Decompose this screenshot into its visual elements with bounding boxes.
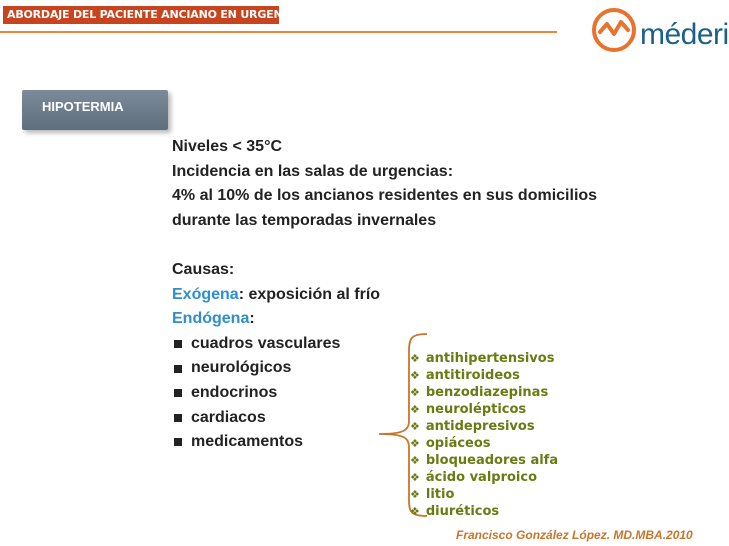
mederi-logo — [590, 4, 729, 56]
list-item-label: cardiacos — [191, 408, 266, 426]
medication-label: bloqueadores alfa — [425, 453, 559, 468]
medication-list — [410, 350, 558, 520]
endogenous-colon: : — [249, 310, 255, 328]
square-bullet-icon — [174, 365, 182, 373]
diamond-bullet-icon: ❖ — [410, 352, 420, 365]
causes-title: Causas: — [172, 260, 235, 278]
content-line: Niveles < 35°C — [172, 138, 283, 155]
diamond-bullet-icon: ❖ — [410, 403, 420, 416]
medication-item — [410, 384, 558, 401]
medication-label: neurolépticos — [425, 402, 527, 417]
square-bullet-icon — [174, 340, 182, 348]
medication-item — [410, 350, 558, 367]
medication-item — [410, 469, 558, 486]
spacer — [172, 233, 692, 258]
diamond-bullet-icon: ❖ — [410, 437, 420, 450]
content-line: 4% al 10% de los ancianos residentes en sus domicilios — [172, 187, 598, 205]
content-line: durante las temporadas invernales — [172, 211, 437, 229]
content-line: Incidencia en las salas de urgencias: — [172, 162, 454, 180]
medication-label: ácido valproico — [425, 470, 538, 485]
slide-title: ABORDAJE DEL PACIENTE ANCIANO EN URGENCIAS — [3, 6, 279, 24]
medication-item — [410, 435, 558, 452]
diamond-bullet-icon: ❖ — [410, 454, 420, 467]
list-item-label: medicamentos — [191, 433, 304, 451]
medication-label: litio — [425, 487, 455, 502]
list-item-label: neurológicos — [191, 359, 292, 377]
list-item-label: endocrinos — [191, 383, 278, 401]
exogenous-cause — [172, 283, 692, 308]
medication-item — [410, 418, 558, 435]
author-credit: Francisco González López. MD.MBA.2010 — [456, 528, 693, 542]
medication-label: opiáceos — [425, 436, 491, 451]
diamond-bullet-icon: ❖ — [410, 369, 420, 382]
exogenous-text: : exposición al frío — [238, 285, 381, 303]
mederi-logo-icon — [590, 6, 638, 54]
exogenous-label: Exógena — [172, 285, 239, 303]
diamond-bullet-icon: ❖ — [410, 488, 420, 501]
endogenous-cause — [172, 307, 692, 332]
diamond-bullet-icon: ❖ — [410, 420, 420, 433]
medication-label: diuréticos — [425, 504, 500, 519]
medication-label: antidepresivos — [425, 419, 535, 434]
diamond-bullet-icon: ❖ — [410, 471, 420, 484]
square-bullet-icon — [174, 414, 182, 422]
diamond-bullet-icon: ❖ — [410, 505, 420, 518]
list-item-label: cuadros vasculares — [191, 334, 341, 352]
medication-label: benzodiazepinas — [425, 385, 549, 400]
medication-item — [410, 486, 558, 503]
section-tab-hipotermia: HIPOTERMIA — [22, 90, 168, 130]
square-bullet-icon — [174, 389, 182, 397]
square-bullet-icon — [174, 438, 182, 446]
header-divider — [0, 31, 557, 33]
medication-label: antihipertensivos — [425, 351, 555, 366]
medication-label: antitiroideos — [425, 368, 520, 383]
endogenous-label: Endógena — [172, 310, 250, 328]
brand-name: méderi — [640, 18, 729, 51]
medication-item — [410, 452, 558, 469]
diamond-bullet-icon: ❖ — [410, 386, 420, 399]
medication-item — [410, 503, 558, 520]
medication-item — [410, 367, 558, 384]
medication-item — [410, 401, 558, 418]
